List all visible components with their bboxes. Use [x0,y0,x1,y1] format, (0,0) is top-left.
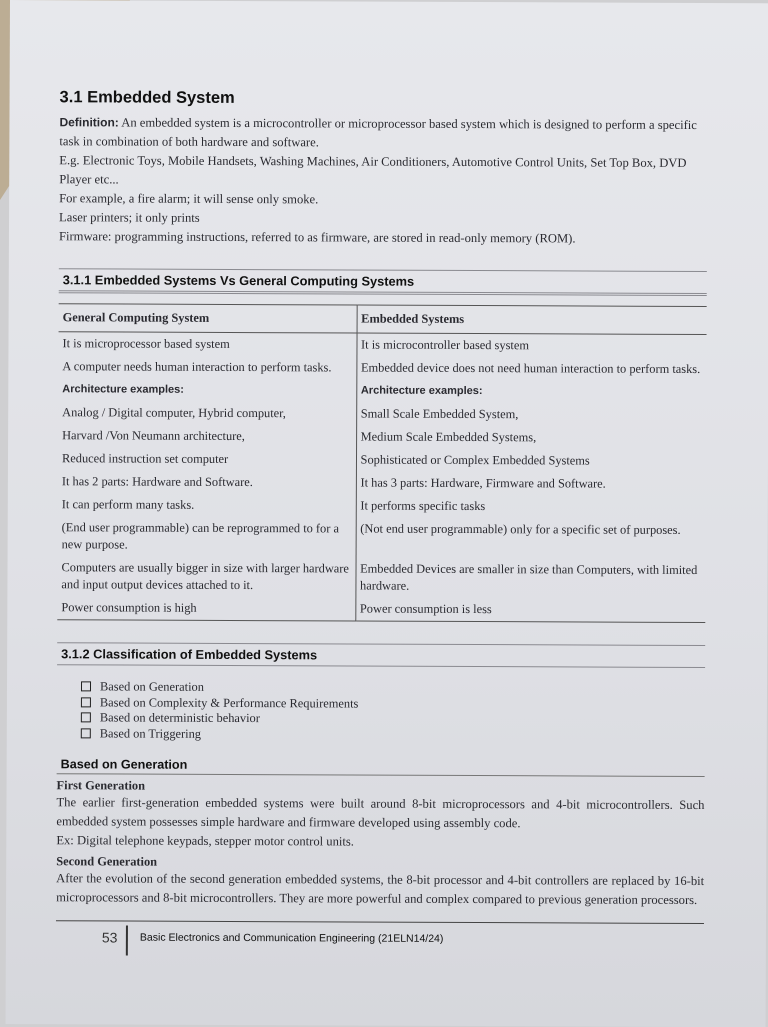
comparison-table [57,303,706,623]
table-row [57,556,705,599]
table-cell: Harvard /Von Neumann architecture, [58,424,356,448]
second-generation-text: After the evolution of the second generation embedded systems, the 8-bit processor and 4-bit controllers are replaced by 16-bit microprocessors and 8-bit microcontrollers. They are more powerful and complex compared to previous generation processors. [56,871,705,908]
footer-divider [126,926,128,956]
table-cell: Computers are usually bigger in size with larger hardware and input output devices attached to it. [57,556,355,597]
list-item [81,726,705,744]
table-cell: Analog / Digital computer, Hybrid computer, [58,401,356,425]
architecture-label: Architecture examples: [58,378,356,402]
table-cell: It can perform many tasks. [58,493,356,517]
table-row [58,493,706,519]
page-footer [56,920,704,946]
examples-line: E.g. Electronic Toys, Mobile Handsets, Washing Machines, Air Conditioners, Automotive Control Units, Set Top Box, DVD Player etc... [59,153,687,187]
checkbox-icon [81,697,91,707]
firmware-line: Firmware: programming instructions, referred to as firmware, are stored in read-only memory (ROM). [58,229,576,246]
table-cell: Sophisticated or Complex Embedded Systems [360,452,590,468]
table-cell: It is microprocessor based system [58,332,356,357]
first-generation-text: The earlier first-generation embedded systems were built around 8-bit microprocessors and 4-bit microcontrollers. Such embedded system possesses simple hardware and firmware developed using assembly code. [56,795,705,831]
table-cell: (End user programmable) can be reprogrammed to for a new purpose. [58,516,356,557]
classification-heading: 3.1.2 Classification of Embedded Systems [57,642,705,668]
architecture-label: Architecture examples: [360,384,483,398]
table-row [58,516,706,559]
list-item-label: Based on Triggering [99,725,202,741]
checkbox-icon [81,728,91,738]
table-row [58,332,706,358]
table-cell: It is microcontroller based system [361,337,530,353]
table-row [58,378,706,404]
list-item-label: Based on deterministic behavior [99,710,260,726]
footer-course-title: Basic Electronics and Communication Engineering (21ELN14/24) [139,931,444,945]
classification-list [81,679,705,744]
table-row [58,424,706,450]
list-item-label: Based on Complexity & Performance Requirements [99,694,359,711]
definition-label: Definition: [59,115,119,130]
definition-text: An embedded system is a microcontroller or microprocessor based system which is designed to perform a specific task in combination of both hardware and software. [59,115,697,150]
first-generation-example: Ex: Digital telephone keypads, stepper motor control units. [56,833,355,849]
checkbox-icon [81,681,91,691]
col-header-general: General Computing System [59,304,357,333]
table-cell: (Not end user programmable) only for a specific set of purposes. [360,521,681,537]
table-cell: Power consumption is high [57,596,355,621]
first-generation-title: First Generation [56,778,146,793]
table-cell: It has 2 parts: Hardware and Software. [58,470,356,494]
table-row [58,355,706,381]
table-row [57,596,705,622]
table-row [58,401,706,427]
page-content [56,88,708,910]
fire-alarm-line: For example, a fire alarm; it will sense only smoke. [59,191,319,207]
col-header-embedded: Embedded Systems [357,305,707,335]
table-cell: Power consumption is less [355,598,705,623]
table-cell: A computer needs human interaction to perform tasks. [58,355,356,379]
laser-printer-line: Laser printers; it only prints [59,210,200,225]
document-page [6,0,768,1027]
comparison-heading: 3.1.1 Embedded Systems Vs General Computing Systems [59,268,707,296]
table-cell: It performs specific tasks [360,498,486,514]
table-cell: It has 3 parts: Hardware, Firmware and Software. [360,475,606,491]
table-cell: Medium Scale Embedded Systems, [360,429,537,445]
generation-heading: Based on Generation [57,755,705,777]
checkbox-icon [81,712,91,722]
table-cell: Embedded device does not need human interaction to perform tasks. [360,360,701,377]
table-cell: Small Scale Embedded System, [360,406,519,422]
table-row [58,470,706,496]
list-item-label: Based on Generation [99,679,204,694]
table-cell: Reduced instruction set computer [58,447,356,471]
definition-paragraph [59,113,707,154]
section-title: 3.1 Embedded System [59,88,235,107]
table-row [58,447,706,473]
second-generation-title: Second Generation [56,854,158,869]
page-number: 53 [101,929,118,946]
table-cell: Embedded Devices are smaller in size than Computers, with limited hardware. [359,561,698,593]
